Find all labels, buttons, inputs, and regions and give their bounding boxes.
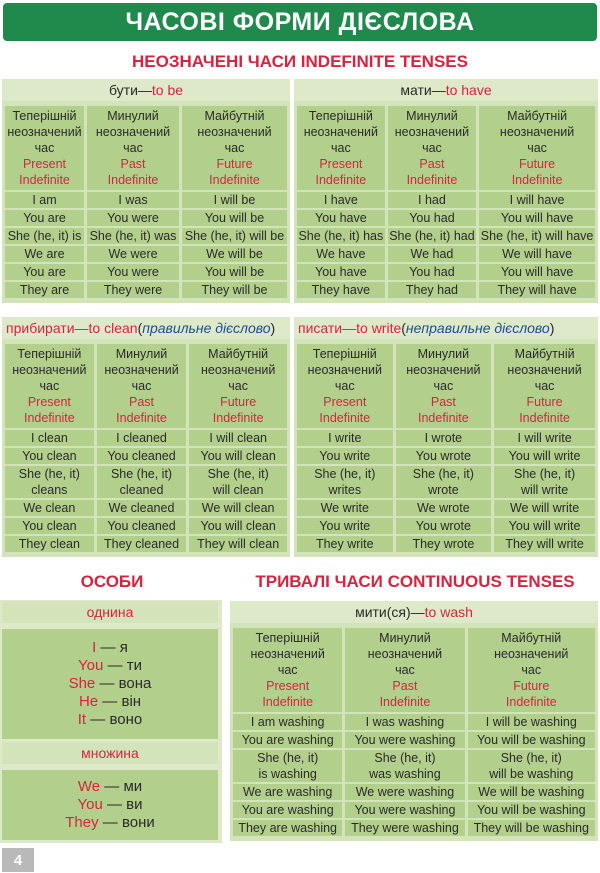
pronoun-line: [77, 796, 142, 814]
tense-name-ua: час: [534, 379, 555, 393]
pronoun-en: You: [77, 796, 103, 813]
conjugation-cell: They cleaned: [97, 536, 187, 552]
conjugation-cell: We will write: [494, 500, 595, 516]
tense-name-en: Indefinite: [519, 411, 570, 425]
pronoun-ua: я: [119, 639, 128, 656]
verb-block-to-wash: [230, 601, 598, 841]
conjugation-cell: They wrote: [396, 536, 492, 552]
conjugation-cell: You wrote: [396, 448, 492, 464]
tense-name-en: Present: [27, 395, 71, 409]
conjugation-cell: You cleaned: [97, 518, 187, 534]
tense-name-en: Indefinite: [511, 173, 563, 187]
verb-header: [294, 317, 598, 339]
pronoun-en: He: [78, 693, 99, 710]
verb-header: [230, 601, 598, 623]
tense-name-ua: неозначений: [303, 125, 379, 139]
tense-name-ua: час: [331, 141, 351, 155]
pronoun-line: [78, 778, 142, 796]
continuous-tenses-heading: ТРИВАЛІ ЧАСИ CONTINUOUS TENSES: [255, 572, 575, 591]
pronoun-ua: вони: [121, 814, 155, 831]
conjugation-cell: You were washing: [345, 802, 464, 818]
conjugation-cell: We are washing: [233, 784, 342, 800]
tense-name-ua: час: [34, 141, 55, 155]
tense-name-ua: Майбутній: [514, 347, 575, 361]
table-row: [233, 802, 595, 818]
conjugation-cell: You had: [388, 210, 476, 226]
table-row: [5, 430, 287, 446]
pronoun-ua: вона: [118, 675, 152, 692]
conjugation-cell: We will be: [182, 246, 287, 262]
dash: —: [103, 657, 127, 674]
pronoun-en: They: [65, 814, 99, 831]
singular-pronouns: [2, 629, 218, 739]
conjugation-cell: You have: [297, 264, 385, 280]
tense-name-ua: неозначений: [507, 363, 582, 377]
conjugation-cell: We are: [5, 246, 84, 262]
tense-name-ua: час: [527, 141, 547, 155]
conjugation-cell: I was washing: [345, 714, 464, 730]
table-row: [5, 500, 287, 516]
tense-name-en: Present: [319, 157, 363, 171]
plural-pronouns: [2, 770, 218, 840]
tense-name-en: Indefinite: [209, 173, 260, 187]
dash: —: [86, 711, 110, 728]
pronoun-ua: воно: [109, 711, 143, 728]
tense-name-ua: час: [123, 141, 143, 155]
table-row: [233, 750, 595, 782]
table-row: [297, 246, 595, 262]
conjugation-cell: You are washing: [233, 802, 342, 818]
conjugation-cell: She (he, it) will have: [480, 229, 594, 243]
tense-header-cell: [5, 106, 84, 190]
table-row: [5, 448, 287, 464]
table-row: [297, 228, 595, 244]
paren-close: ): [549, 320, 555, 336]
tense-table: [230, 626, 598, 838]
table-row: [233, 714, 595, 730]
table-row: [233, 732, 595, 748]
conjugation-cell: We cleaned: [97, 500, 187, 516]
verb-block-to-write: [294, 317, 598, 557]
pronoun-ua: він: [121, 693, 142, 710]
conjugation-cell: I write: [297, 430, 393, 446]
conjugation-cell: You write: [297, 518, 393, 534]
table-row: [233, 820, 595, 836]
dash: —: [100, 778, 124, 795]
table-row: [5, 228, 287, 244]
singular-label: однина: [2, 601, 218, 623]
table-row: [297, 500, 595, 516]
conjugation-cell: We wrote: [396, 500, 492, 516]
verb-en: to be: [151, 82, 184, 98]
verb-block-to-be: [2, 79, 290, 303]
conjugation-cell: I will clean: [189, 430, 287, 446]
conjugation-cell: You will be: [182, 264, 287, 280]
conjugation-cell: She (he, it) has: [298, 229, 384, 243]
tense-name-ua: неозначений: [494, 647, 569, 661]
conjugation-cell: You cleaned: [97, 448, 187, 464]
verb-ua: мити(ся): [355, 604, 411, 620]
table-row: [5, 518, 287, 534]
conjugation-cell: I will write: [494, 430, 595, 446]
dash: —: [102, 796, 127, 813]
conjugation-cell: I will have: [479, 192, 595, 208]
pronoun-en: It: [77, 711, 87, 728]
conjugation-cell: They will have: [479, 282, 595, 298]
tense-table-wrap: [230, 623, 598, 841]
conjugation-cell: You are: [5, 210, 84, 226]
conjugation-cell: You are washing: [233, 732, 342, 748]
conjugation-cell: We were washing: [345, 784, 464, 800]
page-number: 4: [2, 848, 34, 872]
table-row: [297, 448, 595, 464]
verb-ua: мати: [400, 82, 432, 98]
tense-name-ua: Теперішній: [17, 347, 82, 361]
tense-name-ua: Майбутній: [208, 347, 269, 361]
conjugation-cell: You had: [388, 264, 476, 280]
tense-name-ua: час: [395, 663, 415, 677]
conjugation-cell: They were washing: [345, 820, 464, 836]
tense-header-cell: [97, 344, 187, 428]
verb-note: правильне дієслово: [142, 320, 271, 336]
conjugation-cell: She (he, it) cleans: [5, 466, 94, 498]
tense-name-ua: час: [228, 379, 249, 393]
tense-name-en: Future: [216, 157, 253, 171]
pronoun-line: [69, 675, 152, 693]
table-row: [5, 466, 287, 498]
tense-name-en: Indefinite: [505, 695, 557, 709]
tense-name-ua: час: [131, 379, 152, 393]
conjugation-cell: You were: [87, 264, 179, 280]
table-row: [297, 210, 595, 226]
tense-name-ua: неозначений: [7, 125, 82, 139]
conjugation-cell: They will write: [494, 536, 595, 552]
tense-name-en: Future: [220, 395, 257, 409]
conjugation-cell: I clean: [5, 430, 94, 446]
conjugation-cell: You wrote: [396, 518, 492, 534]
page-title: ЧАСОВІ ФОРМИ ДІЄСЛОВА: [3, 3, 597, 41]
tense-name-ua: Теперішній: [308, 109, 373, 123]
dash: —: [137, 82, 152, 98]
tense-table: [294, 104, 598, 300]
conjugation-cell: She (he, it) will be: [182, 228, 287, 244]
tense-name-ua: час: [277, 663, 298, 677]
conjugation-cell: We had: [388, 246, 476, 262]
conjugation-cell: They will be washing: [468, 820, 595, 836]
dash: —: [410, 604, 425, 620]
tense-name-en: Indefinite: [379, 695, 431, 709]
tense-name-ua: час: [224, 141, 245, 155]
tense-name-en: Indefinite: [212, 411, 264, 425]
verb-ua: прибирати: [6, 320, 75, 336]
conjugation-cell: She (he, it) will clean: [189, 466, 287, 498]
tense-header-cell: [189, 344, 287, 428]
tense-table-wrap: [2, 101, 290, 303]
conjugation-cell: I wrote: [396, 430, 492, 446]
tense-name-ua: неозначений: [406, 363, 481, 377]
tense-name-ua: неозначений: [394, 125, 470, 139]
tense-name-ua: неозначений: [12, 363, 87, 377]
verb-header: [294, 79, 598, 101]
conjugation-cell: You write: [297, 448, 393, 464]
conjugation-cell: They have: [297, 282, 385, 298]
conjugation-cell: They will be: [182, 282, 287, 298]
tense-name-ua: Майбутній: [501, 631, 562, 645]
conjugation-cell: I am washing: [233, 714, 342, 730]
table-row: [5, 210, 287, 226]
tense-name-en: Indefinite: [116, 411, 167, 425]
pronoun-line: [79, 693, 141, 711]
table-row: [297, 536, 595, 552]
conjugation-cell: You will be: [182, 210, 287, 226]
conjugation-cell: I cleaned: [97, 430, 187, 446]
paren-close: ): [270, 320, 276, 336]
tense-name-ua: Минулий: [115, 347, 168, 361]
tense-name-ua: час: [39, 379, 60, 393]
tense-table-wrap: [294, 339, 598, 557]
conjugation-cell: They are: [5, 282, 84, 298]
tense-name-en: Past: [392, 679, 418, 693]
table-row: [297, 282, 595, 298]
persons-panel: [0, 600, 222, 843]
conjugation-cell: You will be washing: [468, 802, 595, 818]
table-row: [5, 246, 287, 262]
pronoun-ua: ми: [123, 778, 143, 795]
tense-name-en: Indefinite: [262, 695, 314, 709]
table-row: [297, 192, 595, 208]
conjugation-cell: You will write: [494, 448, 595, 464]
conjugation-cell: I had: [388, 192, 476, 208]
table-row: [5, 192, 287, 208]
tense-name-ua: неозначений: [201, 363, 276, 377]
tense-name-ua: Теперішній: [12, 109, 77, 123]
conjugation-cell: You were: [87, 210, 179, 226]
conjugation-cell: She (he, it) was washing: [345, 750, 464, 782]
conjugation-cell: I have: [297, 192, 385, 208]
tense-name-en: Indefinite: [319, 411, 371, 425]
tense-name-ua: час: [433, 379, 454, 393]
tense-table-wrap: [2, 339, 290, 557]
tense-name-ua: Теперішній: [312, 347, 377, 361]
dash: —: [95, 675, 119, 692]
tense-name-en: Indefinite: [315, 173, 367, 187]
tense-name-ua: неозначений: [499, 125, 575, 139]
conjugation-cell: We have: [297, 246, 385, 262]
conjugation-cell: They write: [297, 536, 393, 552]
dash: —: [98, 814, 122, 831]
tense-name-ua: Теперішній: [255, 631, 320, 645]
tense-header-cell: [182, 106, 287, 190]
tense-header-cell: [479, 106, 595, 190]
conjugation-cell: We will be washing: [468, 784, 595, 800]
verb-en: to clean: [88, 320, 138, 336]
conjugation-cell: She (he, it) is washing: [233, 750, 342, 782]
tense-name-en: Indefinite: [19, 173, 70, 187]
tense-name-en: Indefinite: [107, 173, 159, 187]
dash: —: [98, 693, 122, 710]
pronoun-line: [65, 814, 155, 832]
tense-name-ua: час: [334, 379, 355, 393]
conjugation-cell: You will write: [494, 518, 595, 534]
conjugation-cell: We clean: [5, 500, 94, 516]
conjugation-cell: You will clean: [189, 518, 287, 534]
dash: —: [96, 639, 120, 656]
tense-table: [2, 342, 290, 554]
tense-table: [294, 342, 598, 554]
pronoun-en: You: [78, 657, 104, 674]
conjugation-cell: They were: [87, 282, 179, 298]
pronoun-en: I: [92, 639, 97, 656]
conjugation-cell: You are: [5, 264, 84, 280]
tense-header-cell: [5, 344, 94, 428]
conjugation-cell: You have: [297, 210, 385, 226]
pronoun-en: We: [77, 778, 101, 795]
tense-name-ua: час: [422, 141, 442, 155]
paren-open: (: [137, 320, 143, 336]
persons-heading: ОСОБИ: [80, 572, 144, 591]
conjugation-cell: She (he, it) writes: [297, 466, 393, 498]
tense-name-ua: Минулий: [406, 109, 458, 123]
conjugation-cell: You clean: [5, 448, 94, 464]
verb-ua: бути: [108, 82, 138, 98]
conjugation-cell: She (he, it) had: [389, 229, 475, 243]
tense-header-cell: [468, 628, 595, 712]
tense-name-ua: Минулий: [417, 347, 470, 361]
conjugation-cell: I will be washing: [468, 714, 595, 730]
tense-name-en: Past: [430, 395, 456, 409]
verb-ua: писати: [298, 320, 343, 336]
tense-name-ua: Майбутній: [507, 109, 568, 123]
indefinite-tenses-heading: НЕОЗНАЧЕНІ ЧАСИ INDEFINITE TENSES: [132, 52, 468, 71]
pronoun-en: She: [68, 675, 96, 692]
verb-en: to have: [445, 82, 492, 98]
conjugation-cell: We will have: [479, 246, 595, 262]
tense-name-en: Past: [419, 157, 445, 171]
conjugation-cell: You will have: [479, 264, 595, 280]
tense-name-en: Present: [323, 395, 367, 409]
conjugation-cell: You will be washing: [468, 732, 595, 748]
conjugation-cell: We were: [87, 246, 179, 262]
tense-name-ua: неозначений: [104, 363, 179, 377]
conjugation-cell: She (he, it) was: [87, 228, 179, 244]
tense-name-ua: неозначений: [197, 125, 272, 139]
tense-name-ua: неозначений: [307, 363, 382, 377]
pronoun-ua: ви: [126, 796, 143, 813]
tense-name-en: Past: [129, 395, 155, 409]
conjugation-cell: You clean: [5, 518, 94, 534]
table-row: [5, 536, 287, 552]
verb-en: to wash: [424, 604, 473, 620]
tense-table: [2, 104, 290, 300]
tense-table-wrap: [294, 101, 598, 303]
plural-label: множина: [2, 742, 218, 764]
tense-header-cell: [297, 344, 393, 428]
verb-note: неправильне дієслово: [405, 320, 550, 336]
tense-name-ua: час: [521, 663, 542, 677]
table-row: [5, 264, 287, 280]
conjugation-cell: She (he, it) will be washing: [468, 750, 595, 782]
conjugation-cell: They will clean: [189, 536, 287, 552]
tense-name-en: Present: [22, 157, 67, 171]
tense-header-cell: [345, 628, 464, 712]
tense-name-en: Past: [120, 157, 146, 171]
tense-header-cell: [87, 106, 179, 190]
tense-header-cell: [396, 344, 492, 428]
tense-name-ua: неозначений: [250, 647, 325, 661]
conjugation-cell: They had: [388, 282, 476, 298]
table-row: [5, 282, 287, 298]
conjugation-cell: You were washing: [345, 732, 464, 748]
tense-name-en: Future: [513, 679, 550, 693]
tense-header-cell: [494, 344, 595, 428]
verb-block-to-have: [294, 79, 598, 303]
tense-name-en: Present: [266, 679, 310, 693]
tense-header-cell: [297, 106, 385, 190]
conjugation-cell: We will clean: [189, 500, 287, 516]
tense-name-en: Future: [519, 157, 556, 171]
tense-name-en: Indefinite: [406, 173, 458, 187]
tense-name-ua: Майбутній: [204, 109, 265, 123]
conjugation-cell: I was: [87, 192, 179, 208]
tense-name-ua: неозначений: [95, 125, 171, 139]
verb-en: to write: [356, 320, 402, 336]
pronoun-line: [78, 657, 142, 675]
conjugation-cell: She (he, it) wrote: [396, 466, 492, 498]
conjugation-cell: You will clean: [189, 448, 287, 464]
table-row: [297, 518, 595, 534]
tense-name-ua: Минулий: [107, 109, 159, 123]
verb-block-to-clean: [2, 317, 290, 557]
table-row: [297, 264, 595, 280]
tense-name-ua: Минулий: [379, 631, 431, 645]
verb-header: [2, 79, 290, 101]
tense-name-en: Future: [526, 395, 563, 409]
conjugation-cell: I will be: [182, 192, 287, 208]
tense-name-en: Indefinite: [24, 411, 75, 425]
pronoun-line: [92, 639, 128, 657]
conjugation-cell: You will have: [479, 210, 595, 226]
tense-name-ua: неозначений: [367, 647, 443, 661]
table-row: [297, 466, 595, 498]
conjugation-cell: We write: [297, 500, 393, 516]
table-row: [297, 430, 595, 446]
dash: —: [342, 320, 357, 336]
conjugation-cell: She (he, it) cleaned: [97, 466, 187, 498]
conjugation-cell: She (he, it) will write: [494, 466, 595, 498]
tense-header-cell: [388, 106, 476, 190]
dash: —: [431, 82, 446, 98]
tense-header-cell: [233, 628, 342, 712]
conjugation-cell: She (he, it) is: [5, 228, 84, 244]
table-row: [233, 784, 595, 800]
conjugation-cell: They are washing: [233, 820, 342, 836]
conjugation-cell: I am: [5, 192, 84, 208]
pronoun-line: [78, 711, 142, 729]
verb-header: [2, 317, 290, 339]
paren-open: (: [401, 320, 406, 336]
tense-name-en: Indefinite: [418, 411, 469, 425]
conjugation-cell: They clean: [5, 536, 94, 552]
pronoun-ua: ти: [126, 657, 142, 674]
dash: —: [74, 320, 89, 336]
